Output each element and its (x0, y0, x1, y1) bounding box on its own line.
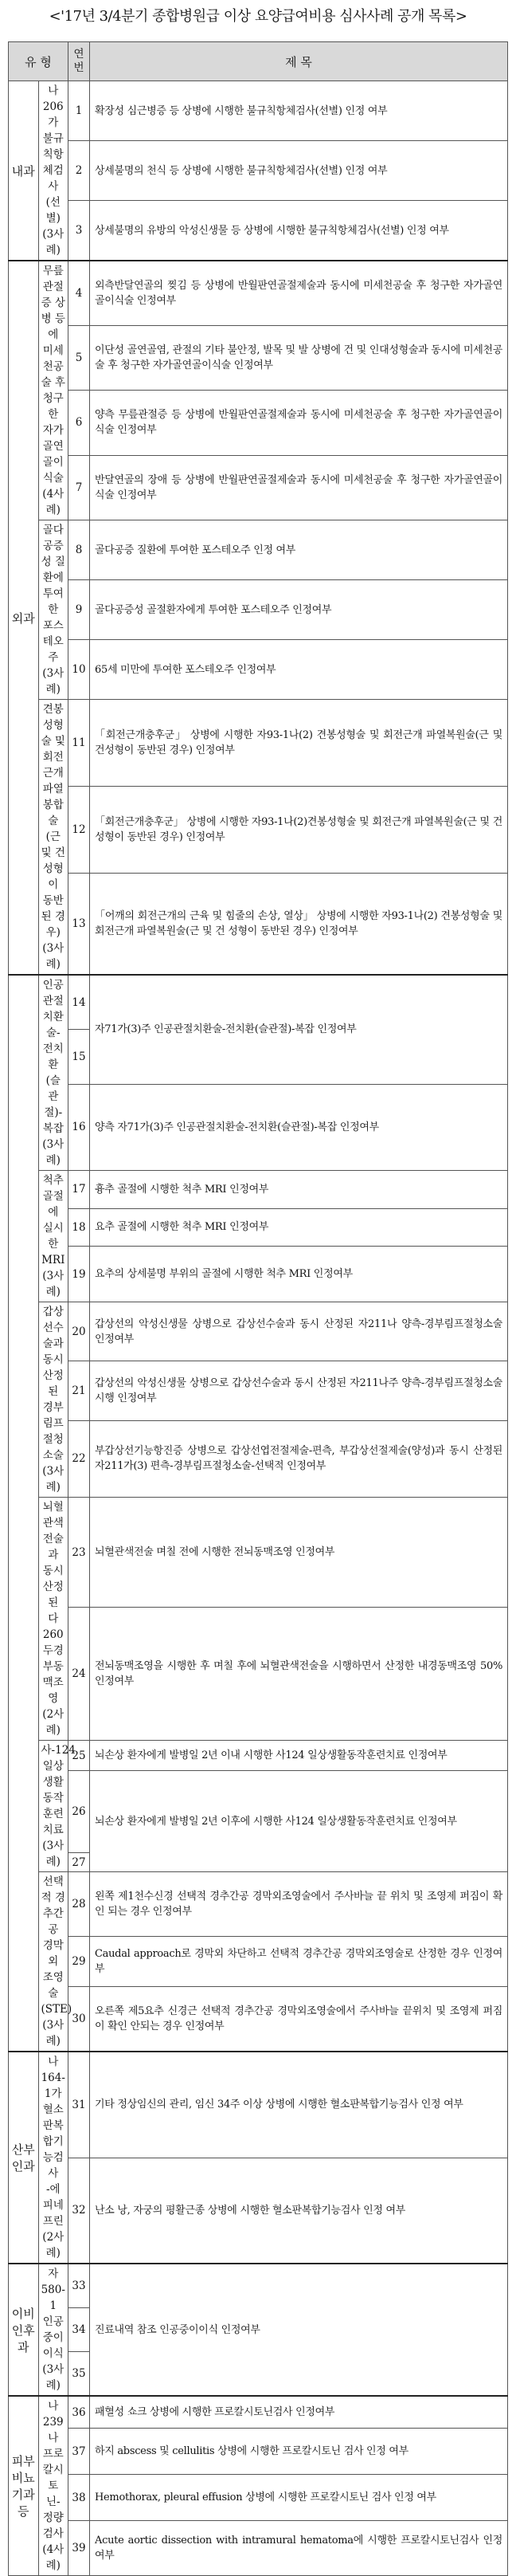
case-number: 14 (68, 975, 90, 1030)
case-number: 22 (68, 1420, 90, 1497)
case-number: 38 (68, 2475, 90, 2521)
table-row (9, 2264, 508, 2307)
case-number: 8 (68, 520, 90, 580)
case-title: 「회전근개충후군」 상병에 시행한 자93-1나(2) 견봉성형술 및 회전근개 파열복원술(근 및 건성형이 동반된 경우) 인정여부 (90, 700, 508, 787)
category-cell: 이비 인후과 (9, 2264, 39, 2396)
case-number: 10 (68, 640, 90, 700)
table-row (9, 325, 508, 390)
case-title: Hemothorax, pleural effusion 상병에 시행한 프로칼시토닌 검사 인정 여부 (90, 2475, 508, 2521)
case-title: 오른쪽 제5요추 신경근 선택적 경추간공 경막외조영술에서 주사바늘 끝위치 및 조영제 퍼짐이 확인 안되는 경우 인정여부 (90, 1987, 508, 2052)
case-number: 27 (68, 1853, 90, 1872)
type-cell: 무릎관절증 상병 등에 미세천공술 후 청구한 자가골연골이식술 (4사례) (38, 261, 68, 520)
case-number: 3 (68, 201, 90, 261)
table-row (9, 1247, 508, 1302)
case-title: 상세불명의 유방의 악성신생물 등 상병에 시행한 불규칙항체검사(선별) 인정 여부 (90, 201, 508, 261)
type-cell: 척추골절에 실시한 MRI (3사례) (38, 1171, 68, 1302)
type-cell: 나239나 프로칼시토닌-정량 검사 (4사례) (38, 2396, 68, 2576)
table-row (9, 2052, 508, 2158)
header-subject: 제 목 (90, 42, 508, 81)
case-number: 26 (68, 1771, 90, 1853)
case-number: 18 (68, 1208, 90, 1247)
case-number: 9 (68, 580, 90, 640)
case-number: 13 (68, 873, 90, 975)
table-row (9, 873, 508, 975)
table-row (9, 1937, 508, 1987)
case-number: 15 (68, 1030, 90, 1085)
table-row (9, 1608, 508, 1741)
table-row (9, 1084, 508, 1171)
case-title: 「회전근개충후군」 상병에 시행한 자93-1나(2)견봉성형술 및 회전근개 파열복원술(근 및 건성형이 동반된 경우) 인정여부 (90, 786, 508, 873)
case-title: 요추 골절에 시행한 척추 MRI 인정여부 (90, 1208, 508, 1247)
case-title: 자71가(3)주 인공관절치환술-전치환(슬관절)-복잡 인정여부 (90, 975, 508, 1084)
type-cell: 나206가 불규칙항체검사(선별) (3사례) (38, 81, 68, 261)
case-number: 20 (68, 1302, 90, 1361)
case-number: 36 (68, 2396, 90, 2429)
table-row (9, 640, 508, 700)
table-body (9, 81, 508, 2576)
case-number: 17 (68, 1171, 90, 1209)
table-row (9, 81, 508, 141)
case-number: 4 (68, 261, 90, 325)
table-row (9, 1420, 508, 1497)
case-number: 16 (68, 1084, 90, 1171)
case-title: 뇌손상 환자에게 발병일 2년 이후에 시행한 사124 일상생활동작훈련치료 인정여부 (90, 1771, 508, 1872)
case-number: 30 (68, 1987, 90, 2052)
table-row (9, 141, 508, 201)
category-cell: 내과 (9, 81, 39, 261)
case-number: 24 (68, 1608, 90, 1741)
case-title: 왼쪽 제1천수신경 선택적 경추간공 경막외조영술에서 주사바늘 끝 위치 및 조영제 퍼짐이 확인 되는 경우 인정여부 (90, 1872, 508, 1937)
case-number: 1 (68, 81, 90, 141)
case-number: 31 (68, 2052, 90, 2158)
table-row (9, 786, 508, 873)
case-title: 양측 무릎관절증 등 상병에 반월판연골절제술과 동시에 미세천공술 후 청구한 자가골연골이식술 인정여부 (90, 391, 508, 455)
type-cell: 갑상선수술과 동시 산정된 경부림프절청소술 (3사례) (38, 1302, 68, 1498)
case-title: 확장성 심근병증 등 상병에 시행한 불규칙항체검사(선별) 인정 여부 (90, 81, 508, 141)
case-title: 65세 미만에 투여한 포스테오주 인정여부 (90, 640, 508, 700)
header-type: 유 형 (9, 42, 68, 81)
header-no (68, 42, 90, 81)
table-row (9, 455, 508, 520)
case-number: 32 (68, 2158, 90, 2264)
type-cell: 선택적 경추간공 경막외 조영술(STE) (3사례) (38, 1872, 68, 2052)
case-number: 21 (68, 1361, 90, 1420)
category-cell: 산부 인과 (9, 2052, 39, 2264)
table-row (9, 1302, 508, 1361)
case-title: 기타 정상임신의 관리, 임신 34주 이상 상병에 시행한 혈소판복합기능검사 인정 여부 (90, 2052, 508, 2158)
table-row (9, 391, 508, 455)
table-row (9, 261, 508, 325)
case-title: Acute aortic dissection with intramural hematoma에 시행한 프로칼시토닌검사 인정 여부 (90, 2521, 508, 2576)
case-title: 「어깨의 회전근개의 근육 및 힘줄의 손상, 열상」 상병에 시행한 자93-1나(2) 견봉성형술 및 회전근개 파열복원술(근 및 건 성형이 동반된 경우) 인정여부 (90, 873, 508, 975)
table-row (9, 201, 508, 261)
page-title: <'17년 3/4분기 종합병원급 이상 요양급여비용 심사사례 공개 목록> (49, 8, 467, 25)
type-cell: 인공관절치환술-전치환 (슬관절)-복잡 (3사례) (38, 975, 68, 1171)
table-header-row (9, 42, 508, 81)
case-title: 반달연골의 장애 등 상병에 반월판연골절제술과 동시에 미세천공술 후 청구한 자가골연골이식술 인정여부 (90, 455, 508, 520)
type-cell: 나164-1가 혈소판복합기능검사 -에피네프린 (2사례) (38, 2052, 68, 2264)
case-number: 19 (68, 1247, 90, 1302)
type-cell: 사-124 일상생활동작 훈련치료 (3사례) (38, 1741, 68, 1872)
case-number: 5 (68, 325, 90, 390)
type-cell: 뇌혈관색전술과 동시 산정된 다260 두경부동맥조영 (2사례) (38, 1498, 68, 1741)
case-title: 이단성 골연골염, 관절의 기타 불안정, 발목 및 발 상병에 건 및 인대성형술과 동시에 미세천공술 후 청구한 자가골연골이식술 인정여부 (90, 325, 508, 390)
case-title: 갑상선의 악성신생물 상병으로 갑상선수술과 동시 산정된 자211나주 양측-경부림프절청소술 시행 인정여부 (90, 1361, 508, 1420)
table-row (9, 1171, 508, 1209)
case-number: 2 (68, 141, 90, 201)
table-row (9, 2158, 508, 2264)
case-title: Caudal approach로 경막외 차단하고 선택적 경추간공 경막외조영술로 산정한 경우 인정여부 (90, 1937, 508, 1987)
case-title: 요추의 상세불명 부위의 골절에 시행한 척추 MRI 인정여부 (90, 1247, 508, 1302)
case-title: 골다공증성 골절환자에게 투여한 포스테오주 인정여부 (90, 580, 508, 640)
case-number: 28 (68, 1872, 90, 1937)
table-row (9, 520, 508, 580)
table-row (9, 580, 508, 640)
category-cell: 외과 (9, 261, 39, 975)
header-no-text: 연 번 (73, 48, 84, 74)
case-number: 7 (68, 455, 90, 520)
case-number: 39 (68, 2521, 90, 2576)
case-number: 11 (68, 700, 90, 787)
table-row (9, 1872, 508, 1937)
case-title: 양측 자71가(3)주 인공관절치환술-전치환(슬관절)-복잡 인정여부 (90, 1084, 508, 1171)
table-row (9, 1987, 508, 2052)
review-cases-table (8, 41, 508, 2576)
case-number: 23 (68, 1498, 90, 1608)
case-title: 뇌혈관색전술 며칠 전에 시행한 전뇌동맥조영 인정여부 (90, 1498, 508, 1608)
type-cell: 골다공증성 질환에 투여한 포스테오주 (3사례) (38, 520, 68, 700)
table-row (9, 2396, 508, 2429)
case-title: 상세불명의 천식 등 상병에 시행한 불규칙항체검사(선별) 인정 여부 (90, 141, 508, 201)
case-title: 하지 abscess 및 cellulitis 상병에 시행한 프로칼시토닌 검사 인정 여부 (90, 2429, 508, 2475)
case-title: 전뇌동맥조영을 시행한 후 며칠 후에 뇌혈관색전술을 시행하면서 산정한 내경동맥조영 50% 인정여부 (90, 1608, 508, 1741)
type-cell: 견봉성형술 및 회전근개 파열봉합술 (근 및 건성형이 동반된 경우) (3사례) (38, 700, 68, 976)
table-row (9, 1771, 508, 1853)
category-cell: 피부 비뇨기과 등 (9, 2396, 39, 2576)
case-title: 골다공증 질환에 투여한 포스테오주 인정 여부 (90, 520, 508, 580)
case-number: 12 (68, 786, 90, 873)
table-row (9, 700, 508, 787)
category-cell (9, 975, 39, 2052)
table-row (9, 1208, 508, 1247)
table-row (9, 2521, 508, 2576)
table-row (9, 2429, 508, 2475)
case-title: 흉추 골절에 시행한 척추 MRI 인정여부 (90, 1171, 508, 1209)
case-number: 29 (68, 1937, 90, 1987)
case-number: 33 (68, 2264, 90, 2307)
table-row (9, 1361, 508, 1420)
case-number: 37 (68, 2429, 90, 2475)
case-title: 패혈성 쇼크 상병에 시행한 프로칼시토닌검사 인정여부 (90, 2396, 508, 2429)
case-title: 뇌손상 환자에게 발병일 2년 이내 시행한 사124 일상생활동작훈련치료 인정여부 (90, 1741, 508, 1771)
case-number: 25 (68, 1741, 90, 1771)
type-cell: 자580-1 인공중이이식 (3사례) (38, 2264, 68, 2396)
case-title: 갑상선의 악성신생물 상병으로 갑상선수술과 동시 산정된 자211나 양측-경부림프절청소술 인정여부 (90, 1302, 508, 1361)
case-number: 34 (68, 2307, 90, 2351)
table-row (9, 975, 508, 1030)
table-row (9, 1741, 508, 1771)
case-number: 6 (68, 391, 90, 455)
case-title: 진료내역 참조 인공중이이식 인정여부 (90, 2264, 508, 2396)
case-number: 35 (68, 2352, 90, 2396)
case-title: 난소 낭, 자궁의 평활근종 상병에 시행한 혈소판복합기능검사 인정 여부 (90, 2158, 508, 2264)
case-title: 외측반달연골의 찢김 등 상병에 반월판연골절제술과 동시에 미세천공술 후 청구한 자가골연골이식술 인정여부 (90, 261, 508, 325)
table-row (9, 2475, 508, 2521)
table-row (9, 1498, 508, 1608)
case-title: 부갑상선기능항진증 상병으로 갑상선엽전절제술-편측, 부갑상선절제술(양성)과 동시 산정된 자211가(3) 편측-경부림프절청소술-선택적 인정여부 (90, 1420, 508, 1497)
